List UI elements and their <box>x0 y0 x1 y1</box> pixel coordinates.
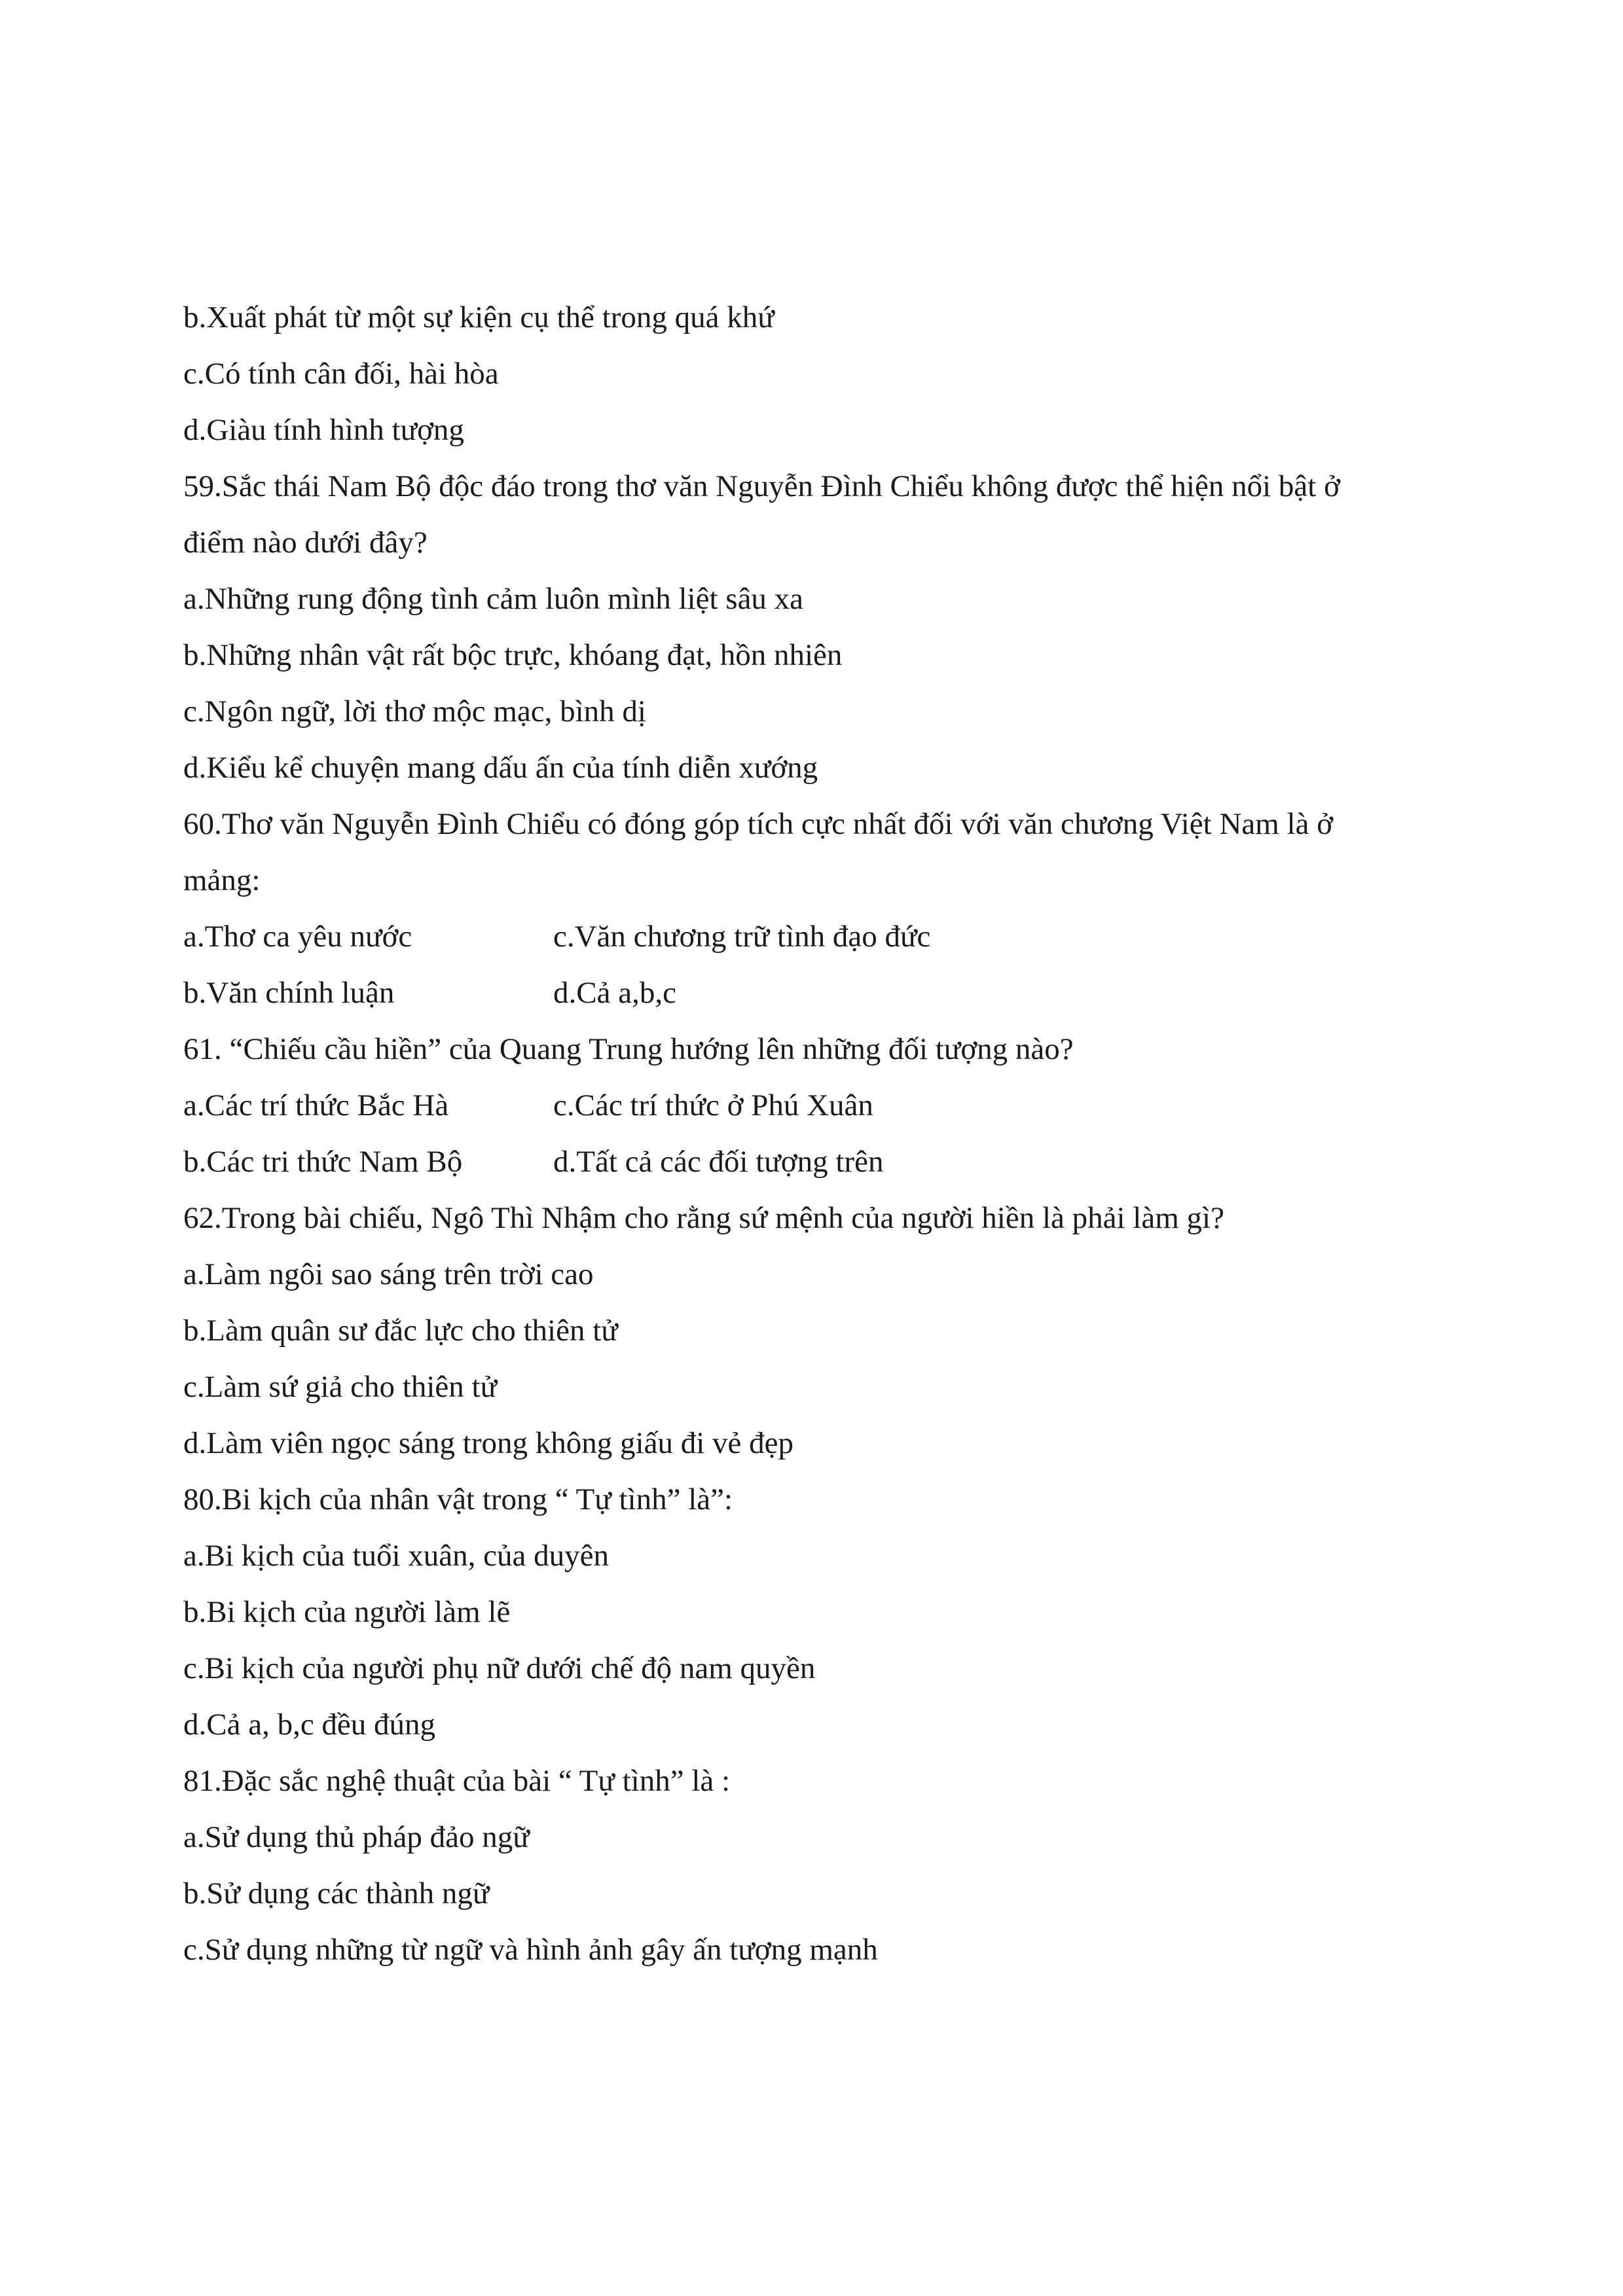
question-line: điểm nào dưới đây? <box>183 526 428 560</box>
answer-line: d.Cả a,b,c <box>553 976 676 1010</box>
answer-line: a.Thơ ca yêu nước <box>183 920 412 954</box>
answer-line: a.Các trí thức Bắc Hà <box>183 1088 449 1122</box>
answer-line: b.Các tri thức Nam Bộ <box>183 1145 463 1179</box>
answer-line: b.Văn chính luận <box>183 976 395 1010</box>
answer-line: b.Những nhân vật rất bộc trực, khóang đạt, hồn nhiên <box>183 638 843 672</box>
answer-line: a.Những rung động tình cảm luôn mình liệt sâu xa <box>183 582 804 616</box>
answer-line: a.Bi kịch của tuổi xuân, của duyên <box>183 1539 609 1573</box>
answer-line: b.Xuất phát từ một sự kiện cụ thể trong quá khứ <box>183 300 775 334</box>
question-line: 60.Thơ văn Nguyễn Đình Chiểu có đóng góp tích cực nhất đối với văn chương Việt Nam là ở <box>183 807 1334 841</box>
answer-line: d.Giàu tính hình tượng <box>183 413 464 447</box>
question-line: mảng: <box>183 863 261 897</box>
answer-line: d.Kiểu kể chuyện mang dấu ấn của tính diễn xướng <box>183 751 818 785</box>
answer-line: b.Sử dụng các thành ngữ <box>183 1876 490 1910</box>
answer-line: c.Làm sứ giả cho thiên tử <box>183 1370 498 1404</box>
answer-line: c.Có tính cân đối, hài hòa <box>183 357 499 391</box>
answer-line: c.Các trí thức ở Phú Xuân <box>553 1088 873 1122</box>
answer-line: b.Bi kịch của người làm lẽ <box>183 1595 511 1629</box>
answer-line: d.Làm viên ngọc sáng trong không giấu đi vẻ đẹp <box>183 1426 793 1460</box>
answer-line: d.Cả a, b,c đều đúng <box>183 1708 436 1742</box>
answer-line: c.Sử dụng những từ ngữ và hình ảnh gây ấn tượng mạnh <box>183 1933 878 1967</box>
answer-line: d.Tất cả các đối tượng trên <box>553 1145 884 1179</box>
answer-line: c.Văn chương trữ tình đạo đức <box>553 920 931 954</box>
question-line: 81.Đặc sắc nghệ thuật của bài “ Tự tình” là : <box>183 1764 731 1798</box>
question-line: 61. “Chiếu cầu hiền” của Quang Trung hướng lên những đối tượng nào? <box>183 1032 1074 1066</box>
question-line: 62.Trong bài chiếu, Ngô Thì Nhậm cho rằng sứ mệnh của người hiền là phải làm gì? <box>183 1201 1224 1235</box>
answer-line: b.Làm quân sư đắc lực cho thiên tử <box>183 1314 618 1348</box>
question-line: 80.Bi kịch của nhân vật trong “ Tự tình” là”: <box>183 1482 733 1516</box>
answer-line: a.Làm ngôi sao sáng trên trời cao <box>183 1257 594 1291</box>
question-line: 59.Sắc thái Nam Bộ độc đáo trong thơ văn Nguyễn Đình Chiểu không được thể hiện nổi bật ở <box>183 469 1340 503</box>
answer-line: c.Ngôn ngữ, lời thơ mộc mạc, bình dị <box>183 694 646 728</box>
answer-line: a.Sử dụng thủ pháp đảo ngữ <box>183 1820 530 1854</box>
answer-line: c.Bi kịch của người phụ nữ dưới chế độ nam quyền <box>183 1651 816 1685</box>
